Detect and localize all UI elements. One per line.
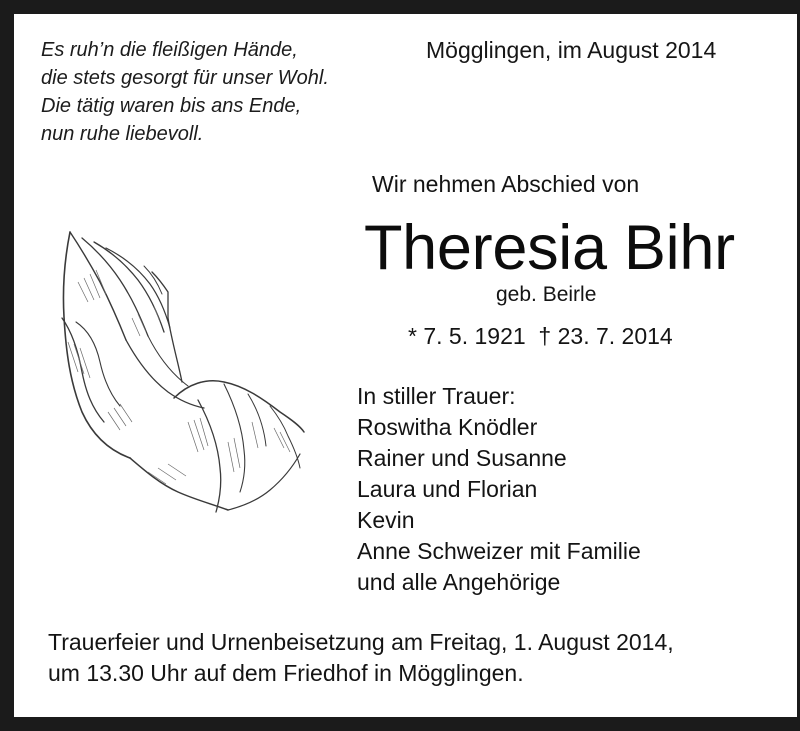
- praying-hands-icon: [48, 222, 308, 522]
- deceased-name: Theresia Bihr: [364, 213, 735, 283]
- poem-line: Es ruh’n die fleißigen Hände,: [41, 39, 298, 61]
- mourner-name: Kevin: [357, 507, 415, 533]
- mourner-name: und alle Angehörige: [357, 569, 561, 595]
- mourner-name: Anne Schweizer mit Familie: [357, 538, 641, 564]
- poem-line: nun ruhe liebevoll.: [41, 123, 204, 145]
- poem-verse: [41, 36, 329, 148]
- birth-name: geb. Beirle: [496, 283, 597, 306]
- mourner-name: Roswitha Knödler: [357, 414, 538, 440]
- ceremony-info: [48, 627, 674, 689]
- poem-line: die stets gesorgt für unser Wohl.: [41, 67, 329, 89]
- farewell-line: Wir nehmen Abschied von: [372, 171, 640, 197]
- mourner-name: Rainer und Susanne: [357, 445, 567, 471]
- poem-line: Die tätig waren bis ans Ende,: [41, 95, 302, 117]
- life-dates: * 7. 5. 1921 † 23. 7. 2014: [408, 323, 673, 349]
- ceremony-line: um 13.30 Uhr auf dem Friedhof in Mögglingen.: [48, 660, 524, 686]
- place-date: Mögglingen, im August 2014: [426, 37, 717, 63]
- mourners-list: [357, 381, 641, 598]
- mourners-heading: In stiller Trauer:: [357, 383, 516, 409]
- mourner-name: Laura und Florian: [357, 476, 538, 502]
- ceremony-line: Trauerfeier und Urnenbeisetzung am Freitag, 1. August 2014,: [48, 629, 674, 655]
